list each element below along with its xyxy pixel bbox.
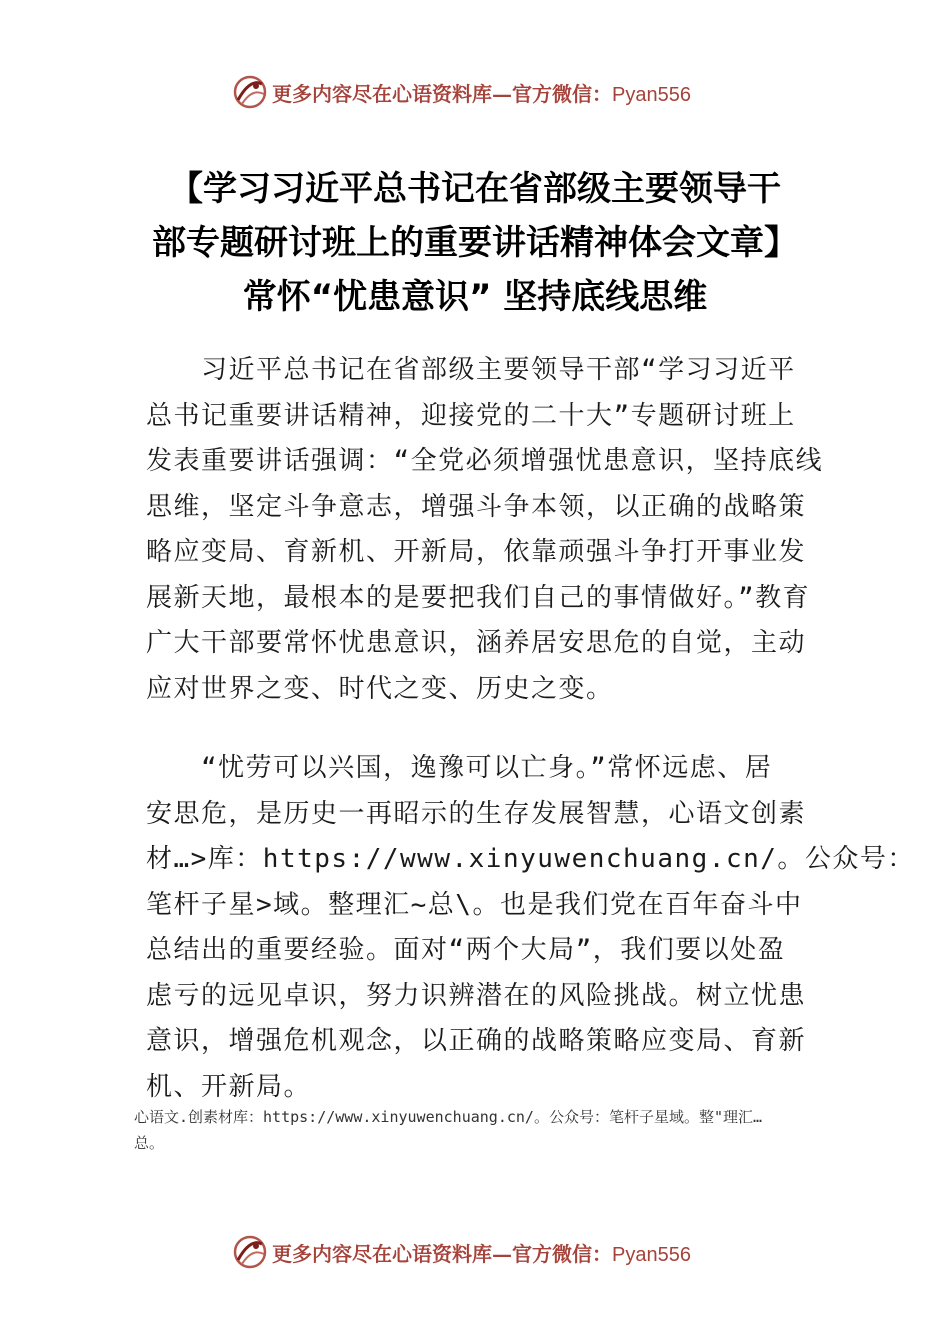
paragraph-line: 安思危，是历史一再昭示的生存发展智慧，心语文创素 xyxy=(146,798,807,829)
banner-dash: — xyxy=(492,1242,512,1266)
banner-main-text: 更多内容尽在心语资料库 xyxy=(272,1242,492,1266)
paragraph-line: 广大干部要常怀忧患意识，涵养居安思危的自觉，主动 xyxy=(146,628,807,658)
paragraph-line: 展新天地，最根本的是要把我们自己的事情做好。”教育 xyxy=(146,582,811,613)
banner-wechat-label: 官方微信： xyxy=(512,82,612,106)
document-title xyxy=(110,162,840,324)
paragraph-line: 发表重要讲话强调：“全党必须增强忧患意识，坚持底线 xyxy=(146,446,824,476)
title-line-3: 常怀“忧患意识” 坚持底线思维 xyxy=(242,277,708,317)
footer-banner xyxy=(0,1232,950,1272)
paragraph-line: 材…>库：https://www.xinyuwenchuang.cn/。公众号： xyxy=(146,844,915,874)
banner-text xyxy=(272,1238,691,1267)
paragraph-line: 略应变局、育新机、开新局，依靠顽强斗争打开事业发 xyxy=(146,537,807,567)
paragraph-line: 虑亏的远见卓识，努力识辨潜在的风险挑战。树立忧患 xyxy=(146,980,807,1011)
banner-main-text: 更多内容尽在心语资料库 xyxy=(272,82,492,106)
paragraph-line: 思维，坚定斗争意志，增强斗争本领，以正确的战略策 xyxy=(146,491,807,522)
paragraph-line: 机、开新局。 xyxy=(146,1071,312,1102)
paragraph-line: 习近平总书记在省部级主要领导干部“学习习近平 xyxy=(146,355,796,385)
banner-dash: — xyxy=(492,82,512,106)
banner-wechat-id: Pyan556 xyxy=(612,1244,691,1266)
paragraph-line: 意识，增强危机观念，以正确的战略策略应变局、育新 xyxy=(146,1026,807,1056)
paragraph-line: “忧劳可以兴国，逸豫可以亡身。”常怀远虑、居 xyxy=(146,753,773,783)
paragraph-line: 总结出的重要经验。面对“两个大局”，我们要以处盈 xyxy=(146,935,786,965)
paragraph-line: 笔杆子星>域。整理汇~总\。也是我们党在百年奋斗中 xyxy=(146,889,803,920)
paragraph-2 xyxy=(146,746,915,1110)
swirl-logo-icon xyxy=(232,1234,268,1270)
paragraph-1 xyxy=(146,348,824,712)
header-banner xyxy=(0,72,950,112)
paragraph-line: 总书记重要讲话精神，迎接党的二十大”专题研讨班上 xyxy=(146,400,796,431)
paragraph-line: 应对世界之变、时代之变、历史之变。 xyxy=(146,673,614,704)
footnote xyxy=(134,1104,834,1156)
banner-wechat-id: Pyan556 xyxy=(612,84,691,106)
banner-text xyxy=(272,78,691,107)
footnote-line-2: 总。 xyxy=(134,1134,165,1152)
footnote-line-1: 心语文.创素材库：https://www.xinyuwenchuang.cn/。公众号：笔杆子星域。整"理汇… xyxy=(134,1108,763,1126)
title-line-2: 部专题研讨班上的重要讲话精神体会文章】 xyxy=(152,223,798,263)
title-line-1: 【学习习近平总书记在省部级主要领导干 xyxy=(169,169,781,209)
banner-wechat-label: 官方微信： xyxy=(512,1242,612,1266)
swirl-logo-icon xyxy=(232,74,268,110)
